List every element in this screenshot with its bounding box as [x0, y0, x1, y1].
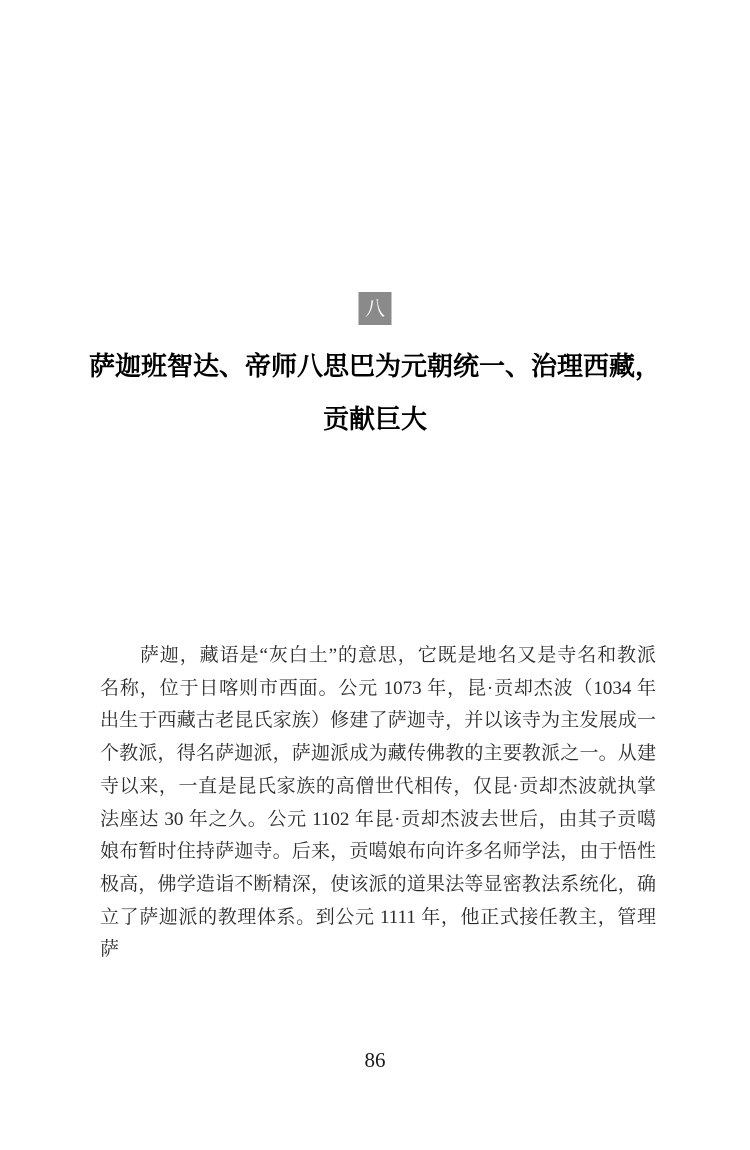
paragraph [100, 640, 656, 967]
paragraph-line: 出生于西藏古老昆氏家族）修建了萨迦寺，并以该寺为主发展成一 [100, 710, 656, 732]
paragraph-line: 名称，位于日喀则市西面。公元 1073 年，昆·贡却杰波（1034 年 [100, 677, 656, 699]
paragraph-line: 娘布暂时住持萨迦寺。后来，贡噶娘布向许多名师学法，由于悟性 [100, 841, 656, 863]
chapter-title-line: 贡献巨大 [322, 405, 427, 434]
paragraph-line: 萨迦，藏语是“灰白土”的意思，它既是地名又是寺名和教派 [100, 645, 656, 666]
paragraph-line: 极高，佛学造诣不断精深，使该派的道果法等显密教法系统化，确 [100, 873, 656, 895]
page-number: 86 [364, 1048, 386, 1072]
chapter-number-badge: 八 [359, 292, 392, 325]
paragraph-line: 寺以来，一直是昆氏家族的高僧世代相传，仅昆·贡却杰波就执掌 [100, 775, 656, 797]
paragraph-line: 法座达 30 年之久。公元 1102 年昆·贡却杰波去世后，由其子贡噶 [100, 808, 656, 830]
paragraph-line: 立了萨迦派的教理体系。到公元 1111 年，他正式接任教主，管理萨 [100, 906, 656, 961]
paragraph-line: 个教派，得名萨迦派，萨迦派成为藏传佛教的主要教派之一。从建 [100, 743, 656, 765]
chapter-title-line: 萨迦班智达、帝师八思巴为元朝统一、治理西藏， [88, 352, 661, 381]
chapter-title [60, 340, 690, 446]
